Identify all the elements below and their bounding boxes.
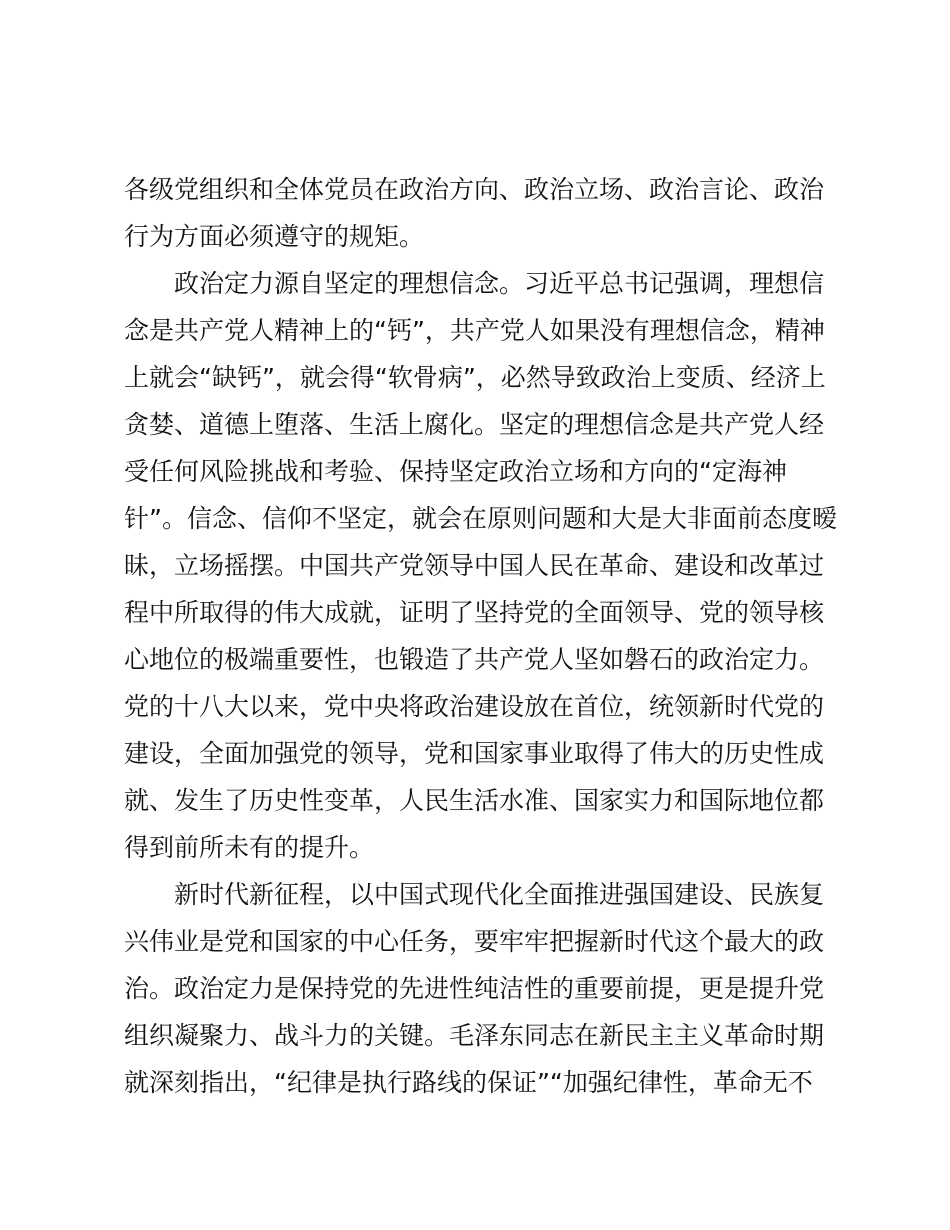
text-line: 就、发生了历史性变革，人民生活水准、国家实力和国际地位都 [124, 786, 825, 815]
text-line: 受任何风险挑战和考验、保持坚定政治立场和方向的“定海神 [124, 457, 787, 486]
text-line: 行为方面必须遵守的规矩。 [124, 222, 425, 251]
text-line: 心地位的极端重要性，也锻造了共产党人坚如磐石的政治定力。 [124, 645, 825, 674]
text-line: 治。政治定力是保持党的先进性纯洁性的重要前提，更是提升党 [124, 974, 825, 1003]
body-text [124, 166, 844, 1106]
text-line: 贪婪、道德上堕落、生活上腐化。坚定的理想信念是共产党人经 [124, 410, 825, 439]
text-line: 就深刻指出，“纪律是执行路线的保证”“加强纪律性，革命无不 [124, 1068, 813, 1097]
text-line: 组织凝聚力、战斗力的关键。毛泽东同志在新民主主义革命时期 [124, 1021, 825, 1050]
text-line: 昧，立场摇摆。中国共产党领导中国人民在革命、建设和改革过 [124, 551, 825, 580]
text-line: 上就会“缺钙”，就会得“软骨病”，必然导致政治上变质、经济上 [124, 363, 826, 392]
text-line: 政治定力源自坚定的理想信念。习近平总书记强调，理想信 [124, 269, 825, 298]
text-line: 新时代新征程，以中国式现代化全面推进强国建设、民族复 [124, 880, 825, 909]
text-line: 程中所取得的伟大成就，证明了坚持党的全面领导、党的领导核 [124, 598, 825, 627]
text-line: 念是共产党人精神上的“钙”，共产党人如果没有理想信念，精神 [124, 316, 825, 345]
text-line: 党的十八大以来，党中央将政治建设放在首位，统领新时代党的 [124, 692, 825, 721]
text-line: 建设，全面加强党的领导，党和国家事业取得了伟大的历史性成 [124, 739, 825, 768]
text-line: 各级党组织和全体党员在政治方向、政治立场、政治言论、政治 [124, 175, 825, 204]
text-line: 兴伟业是党和国家的中心任务，要牢牢把握新时代这个最大的政 [124, 927, 825, 956]
text-line: 针”。信念、信仰不坚定，就会在原则问题和大是大非面前态度暧 [124, 504, 837, 533]
text-line: 得到前所未有的提升。 [124, 833, 375, 862]
